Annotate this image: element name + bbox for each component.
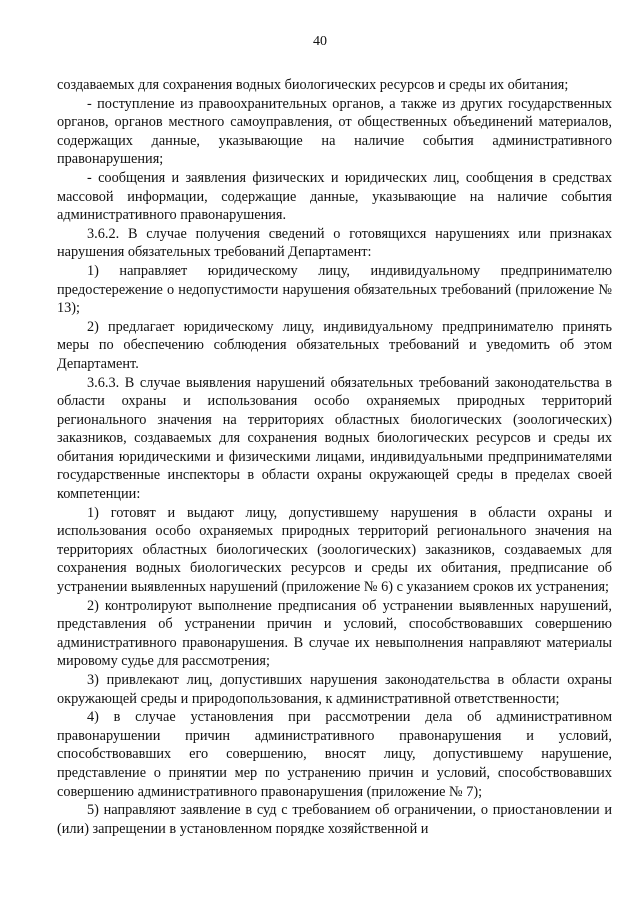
paragraph-3-6-3-item-1: 1) готовят и выдают лицу, допустившему нарушения в области охраны и использования особо охраняемых природных территорий регионального значения на территориях областных биологических (зоологических) заказников, создаваемых для сохранения водных биологических ресурсов и среды их обитания, предписание об устранении выявленных нарушений (приложение № 6) с указанием сроков их устранения; <box>57 504 612 596</box>
paragraph-law-enforcement-reports: - поступление из правоохранительных органов, а также из других государственных органов, органов местного самоуправления, от общественных объединений материалов, содержащих данные, указывающие на наличие события административного правонарушения; <box>57 95 612 168</box>
paragraph-3-6-3-item-2: 2) контролируют выполнение предписания об устранении выявленных нарушений, представления об устранении причин и условий, способствовавших совершению административного правонарушения. В случае их невыполнения направляют материалы мировому судье для рассмотрения; <box>57 597 612 670</box>
paragraph-3-6-3-item-4: 4) в случае установления при рассмотрении дела об административном правонарушении причин административного правонарушения и условий, способствовавших его совершению, вносят лицу, допустившему нарушение, представление о принятии мер по устранению причин и условий, способствовавших совершению административного правонарушения (приложение № 7); <box>57 709 612 800</box>
paragraph-3-6-3-item-3: 3) привлекают лиц, допустивших нарушения законодательства в области охраны окружающей среды и природопользования, к административной ответственности; <box>57 672 612 707</box>
paragraph-3-6-2-item-1: 1) направляет юридическому лицу, индивидуальному предпринимателю предостережение о недопустимости нарушения обязательных требований (приложение № 13); <box>57 262 612 317</box>
paragraph-continuation: создаваемых для сохранения водных биологических ресурсов и среды их обитания; <box>57 77 569 93</box>
page-number: 40 <box>313 34 327 49</box>
paragraph-3-6-2-item-2: 2) предлагает юридическому лицу, индивидуальному предпринимателю принять меры по обеспечению соблюдения обязательных требований и уведомить об этом Департамент. <box>57 318 612 372</box>
paragraph-3-6-3-item-5: 5) направляют заявление в суд с требованием об ограничении, о приостановлении и (или) запрещении в установленном порядке хозяйственной и <box>57 802 612 837</box>
paragraph-3-6-3: 3.6.3. В случае выявления нарушений обязательных требований законодательства в области охраны и использования особо охраняемых природных территорий регионального значения на территориях областных биологических (зоологических) заказников, создаваемых для сохранения водных биологических ресурсов и среды их обитания юридическими и физическими лицами, индивидуальными предпринимателями государственные инспекторы в области охраны окружающей среды в пределах своей компетенции: <box>57 374 612 503</box>
paragraph-3-6-2: 3.6.2. В случае получения сведений о готовящихся нарушениях или признаках нарушения обязательных требований Департамент: <box>57 225 612 261</box>
paragraph-individual-reports: - сообщения и заявления физических и юридических лиц, сообщения в средствах массовой информации, содержащие данные, указывающие на наличие события административного правонарушения. <box>57 169 612 224</box>
body-text <box>57 76 612 838</box>
